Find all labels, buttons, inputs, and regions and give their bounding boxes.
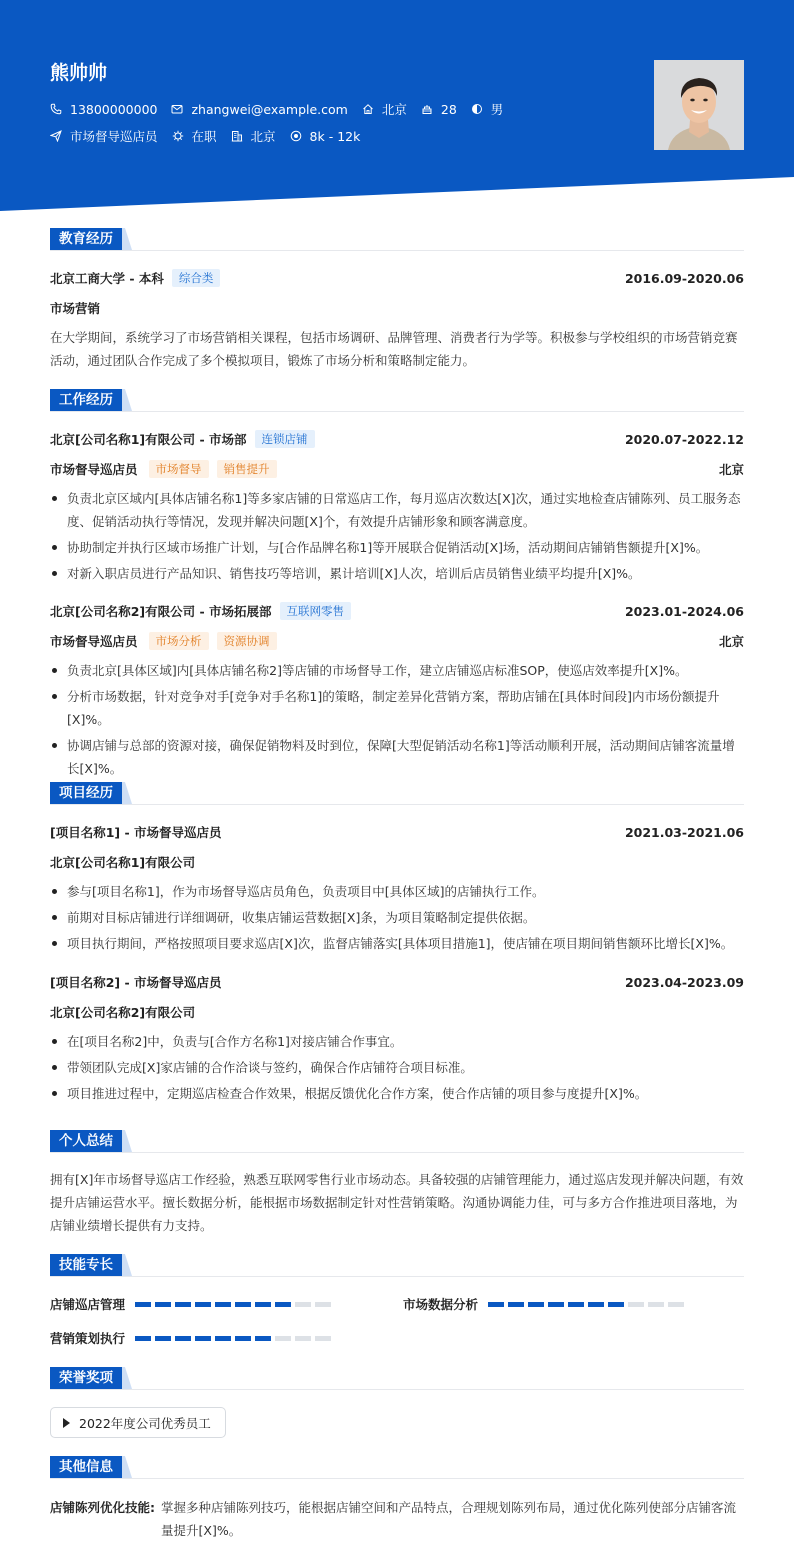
project-company-row <box>50 1003 744 1021</box>
section-awards <box>50 1367 744 1389</box>
target-city-item <box>231 127 276 145</box>
list-item: 带领团队完成[X]家店铺的合作洽谈与签约，确保合作店铺符合项目标准。 <box>50 1056 744 1079</box>
section-divider <box>50 411 744 412</box>
email-text: zhangwei@example.com <box>191 101 348 117</box>
work-role: 市场督导巡店员 <box>50 634 138 649</box>
section-tag-tail <box>122 1130 132 1152</box>
section-summary <box>50 1130 744 1152</box>
skill-level-segment <box>175 1302 191 1307</box>
industry-badge: 互联网零售 <box>280 602 352 620</box>
list-item: 项目推进过程中，定期巡店检查合作效果，根据反馈优化合作方案，使合作店铺的项目参与度提升[X]%。 <box>50 1082 744 1105</box>
list-item: 负责北京[具体区域]内[具体店铺名称2]等店铺的市场督导工作，建立店铺巡店标准SOP，使巡店效率提升[X]%。 <box>50 659 744 682</box>
skill-level-bar <box>135 1302 335 1307</box>
list-item: 对新入职店员进行产品知识、销售技巧等培训，累计培训[X]人次，培训后店员销售业绩平均提升[X]%。 <box>50 562 744 585</box>
work-company: 北京[公司名称2]有限公司 - 市场拓展部 <box>50 604 272 619</box>
skill-level-segment <box>255 1336 271 1341</box>
other-info-value: 掌握多种店铺陈列技巧，能根据店铺空间和产品特点，合理规划陈列布局，通过优化陈列使部分店铺客流量提升[X]%。 <box>161 1500 737 1538</box>
skill-level-segment <box>608 1302 624 1307</box>
section-tag-tail <box>122 1367 132 1389</box>
phone-icon <box>50 103 62 115</box>
section-skills <box>50 1254 744 1276</box>
status-text: 在职 <box>191 129 217 144</box>
list-item: 在[项目名称2]中，负责与[合作方名称1]对接店铺合作事宜。 <box>50 1030 744 1053</box>
avatar-photo <box>654 60 744 150</box>
position-text: 市场督导巡店员 <box>70 129 158 144</box>
project-bullets <box>50 1030 744 1108</box>
work-role-row <box>50 460 744 478</box>
major-row <box>50 299 744 317</box>
skill-level-segment <box>628 1302 644 1307</box>
education-row <box>50 269 744 287</box>
skill-level-segment <box>588 1302 604 1307</box>
industry-badge: 连锁店铺 <box>255 430 315 448</box>
skill-level-segment <box>195 1302 211 1307</box>
skill-name: 店铺巡店管理 <box>50 1297 126 1312</box>
resume-header <box>0 0 794 212</box>
work-company: 北京[公司名称1]有限公司 - 市场部 <box>50 432 247 447</box>
project-company-row <box>50 853 744 871</box>
gender-text: 男 <box>490 102 504 117</box>
school-type-badge: 综合类 <box>172 269 221 287</box>
skill-level-segment <box>235 1302 251 1307</box>
skill-item <box>50 1329 335 1347</box>
section-tag-tail <box>122 782 132 804</box>
send-icon <box>50 130 62 142</box>
skill-name: 市场数据分析 <box>403 1297 479 1312</box>
list-item: 协调店铺与总部的资源对接，确保促销物料及时到位，保障[大型促销活动名称1]等活动顺利开展，活动期间店铺客流量增长[X]%。 <box>50 734 744 780</box>
status-icon <box>172 130 184 142</box>
contact-info-row <box>50 100 517 118</box>
status-item <box>172 127 217 145</box>
section-other <box>50 1456 744 1478</box>
work-date: 2020.07-2022.12 <box>624 431 744 447</box>
major-name: 市场营销 <box>50 301 101 316</box>
skill-level-segment <box>315 1336 331 1341</box>
section-tag-tail <box>122 1456 132 1478</box>
gender-item <box>471 100 504 118</box>
school-name: 北京工商大学 - 本科 <box>50 271 164 286</box>
section-title-work: 工作经历 <box>50 389 122 411</box>
section-divider <box>50 804 744 805</box>
email-item <box>171 102 347 117</box>
skill-level-bar <box>135 1336 335 1341</box>
position-item <box>50 127 158 145</box>
work-city: 北京 <box>718 634 744 649</box>
skill-level-segment <box>548 1302 564 1307</box>
skill-level-bar <box>488 1302 688 1307</box>
section-work <box>50 389 744 411</box>
section-title-other: 其他信息 <box>50 1456 122 1478</box>
education-description: 在大学期间，系统学习了市场营销相关课程，包括市场调研、品牌管理、消费者行为学等。积极参与学校组织的市场营销竞赛活动，通过团队合作完成了多个模拟项目，锻炼了市场分析和策略制定能力。 <box>50 330 738 368</box>
skill-level-segment <box>235 1336 251 1341</box>
skill-level-segment <box>275 1336 291 1341</box>
section-title-projects: 项目经历 <box>50 782 122 804</box>
skill-level-segment <box>135 1336 151 1341</box>
skill-level-segment <box>255 1302 271 1307</box>
work-city: 北京 <box>718 462 744 477</box>
work-bullets <box>50 659 744 783</box>
project-title: [项目名称2] - 市场督导巡店员 <box>50 975 222 990</box>
project-company: 北京[公司名称1]有限公司 <box>50 855 196 870</box>
award-item[interactable] <box>50 1407 226 1438</box>
skill-level-segment <box>508 1302 524 1307</box>
project-title: [项目名称1] - 市场督导巡店员 <box>50 825 222 840</box>
age-text: 28 <box>440 101 457 117</box>
skill-level-segment <box>195 1336 211 1341</box>
section-divider <box>50 250 744 251</box>
section-tag-tail <box>122 228 132 250</box>
skill-item <box>50 1295 335 1313</box>
city-text: 北京 <box>381 102 407 117</box>
building-icon <box>231 130 243 142</box>
job-intent-row <box>50 127 374 145</box>
work-role: 市场督导巡店员 <box>50 462 138 477</box>
work-date: 2023.01-2024.06 <box>624 603 744 619</box>
section-title-education: 教育经历 <box>50 228 122 250</box>
skill-level-segment <box>568 1302 584 1307</box>
skill-level-segment <box>215 1336 231 1341</box>
phone-item <box>50 102 157 117</box>
mail-icon <box>171 103 183 115</box>
project-date: 2021.03-2021.06 <box>624 824 744 840</box>
skill-badge: 销售提升 <box>217 460 277 478</box>
project-date: 2023.04-2023.09 <box>624 974 744 990</box>
award-label: 2022年度公司优秀员工 <box>79 1415 211 1431</box>
skill-item <box>403 1295 688 1313</box>
age-icon <box>421 103 433 115</box>
skill-level-segment <box>295 1336 311 1341</box>
list-item: 前期对目标店铺进行详细调研，收集店铺运营数据[X]条，为项目策略制定提供依据。 <box>50 906 744 929</box>
salary-item <box>290 129 361 144</box>
salary-icon <box>290 130 302 142</box>
salary-text: 8k - 12k <box>309 128 361 144</box>
section-title-summary: 个人总结 <box>50 1130 122 1152</box>
section-divider <box>50 1389 744 1390</box>
skill-badge: 市场分析 <box>149 632 209 650</box>
section-projects <box>50 782 744 804</box>
play-triangle-icon <box>63 1418 70 1428</box>
skill-badge: 资源协调 <box>217 632 277 650</box>
section-divider <box>50 1152 744 1153</box>
list-item: 协助制定并执行区域市场推广计划，与[合作品牌名称1]等开展联合促销活动[X]场，活动期间店铺销售额提升[X]%。 <box>50 536 744 559</box>
candidate-name: 熊帅帅 <box>50 62 108 84</box>
skill-level-segment <box>155 1302 171 1307</box>
list-item: 参与[项目名称1]，作为市场督导巡店员角色，负责项目中[具体区域]的店铺执行工作。 <box>50 880 744 903</box>
project-title-row <box>50 823 744 841</box>
target-city-text: 北京 <box>250 129 276 144</box>
work-bullets <box>50 487 744 588</box>
skill-badge: 市场督导 <box>149 460 209 478</box>
other-info-row <box>50 1496 744 1542</box>
skill-level-segment <box>135 1302 151 1307</box>
skill-level-segment <box>215 1302 231 1307</box>
age-item <box>421 102 457 117</box>
skill-level-segment <box>275 1302 291 1307</box>
list-item: 负责北京区域内[具体店铺名称1]等多家店铺的日常巡店工作，每月巡店次数达[X]次，通过实地检查店铺陈列、员工服务态度、促销活动执行等情况，发现并解决问题[X]个，有效提升店铺形象和顾客满意度。 <box>50 487 744 533</box>
work-company-row <box>50 602 744 620</box>
project-bullets <box>50 880 744 958</box>
city-item <box>362 100 407 118</box>
section-tag-tail <box>122 389 132 411</box>
skill-level-segment <box>668 1302 684 1307</box>
section-divider <box>50 1478 744 1479</box>
section-divider <box>50 1276 744 1277</box>
skill-name: 营销策划执行 <box>50 1331 126 1346</box>
section-title-awards: 荣誉奖项 <box>50 1367 122 1389</box>
skill-level-segment <box>315 1302 331 1307</box>
phone-text: 13800000000 <box>70 101 158 117</box>
skill-level-segment <box>648 1302 664 1307</box>
avatar <box>654 60 744 150</box>
skill-level-segment <box>488 1302 504 1307</box>
section-title-skills: 技能专长 <box>50 1254 122 1276</box>
project-company: 北京[公司名称2]有限公司 <box>50 1005 196 1020</box>
work-company-row <box>50 430 744 448</box>
skill-level-segment <box>175 1336 191 1341</box>
skill-level-segment <box>155 1336 171 1341</box>
summary-text: 拥有[X]年市场督导巡店工作经验，熟悉互联网零售行业市场动态。具备较强的店铺管理能力，通过巡店发现并解决问题，有效提升店铺运营水平。擅长数据分析，能根据市场数据制定针对性营销策略。沟通协调能力佳，可与多方合作推进项目落地，为店铺业绩增长提供有力支持。 <box>50 1172 744 1233</box>
education-date: 2016.09-2020.06 <box>624 270 744 286</box>
project-title-row <box>50 973 744 991</box>
skill-level-segment <box>295 1302 311 1307</box>
skill-level-segment <box>528 1302 544 1307</box>
home-icon <box>362 103 374 115</box>
other-info-key: 店铺陈列优化技能: <box>50 1500 155 1515</box>
gender-icon <box>471 103 483 115</box>
list-item: 分析市场数据，针对竞争对手[竞争对手名称1]的策略，制定差异化营销方案，帮助店铺在[具体时间段]内市场份额提升[X]%。 <box>50 685 744 731</box>
section-education <box>50 228 744 250</box>
list-item: 项目执行期间，严格按照项目要求巡店[X]次，监督店铺落实[具体项目措施1]，使店铺在项目期间销售额环比增长[X]%。 <box>50 932 744 955</box>
work-role-row <box>50 632 744 650</box>
section-tag-tail <box>122 1254 132 1276</box>
